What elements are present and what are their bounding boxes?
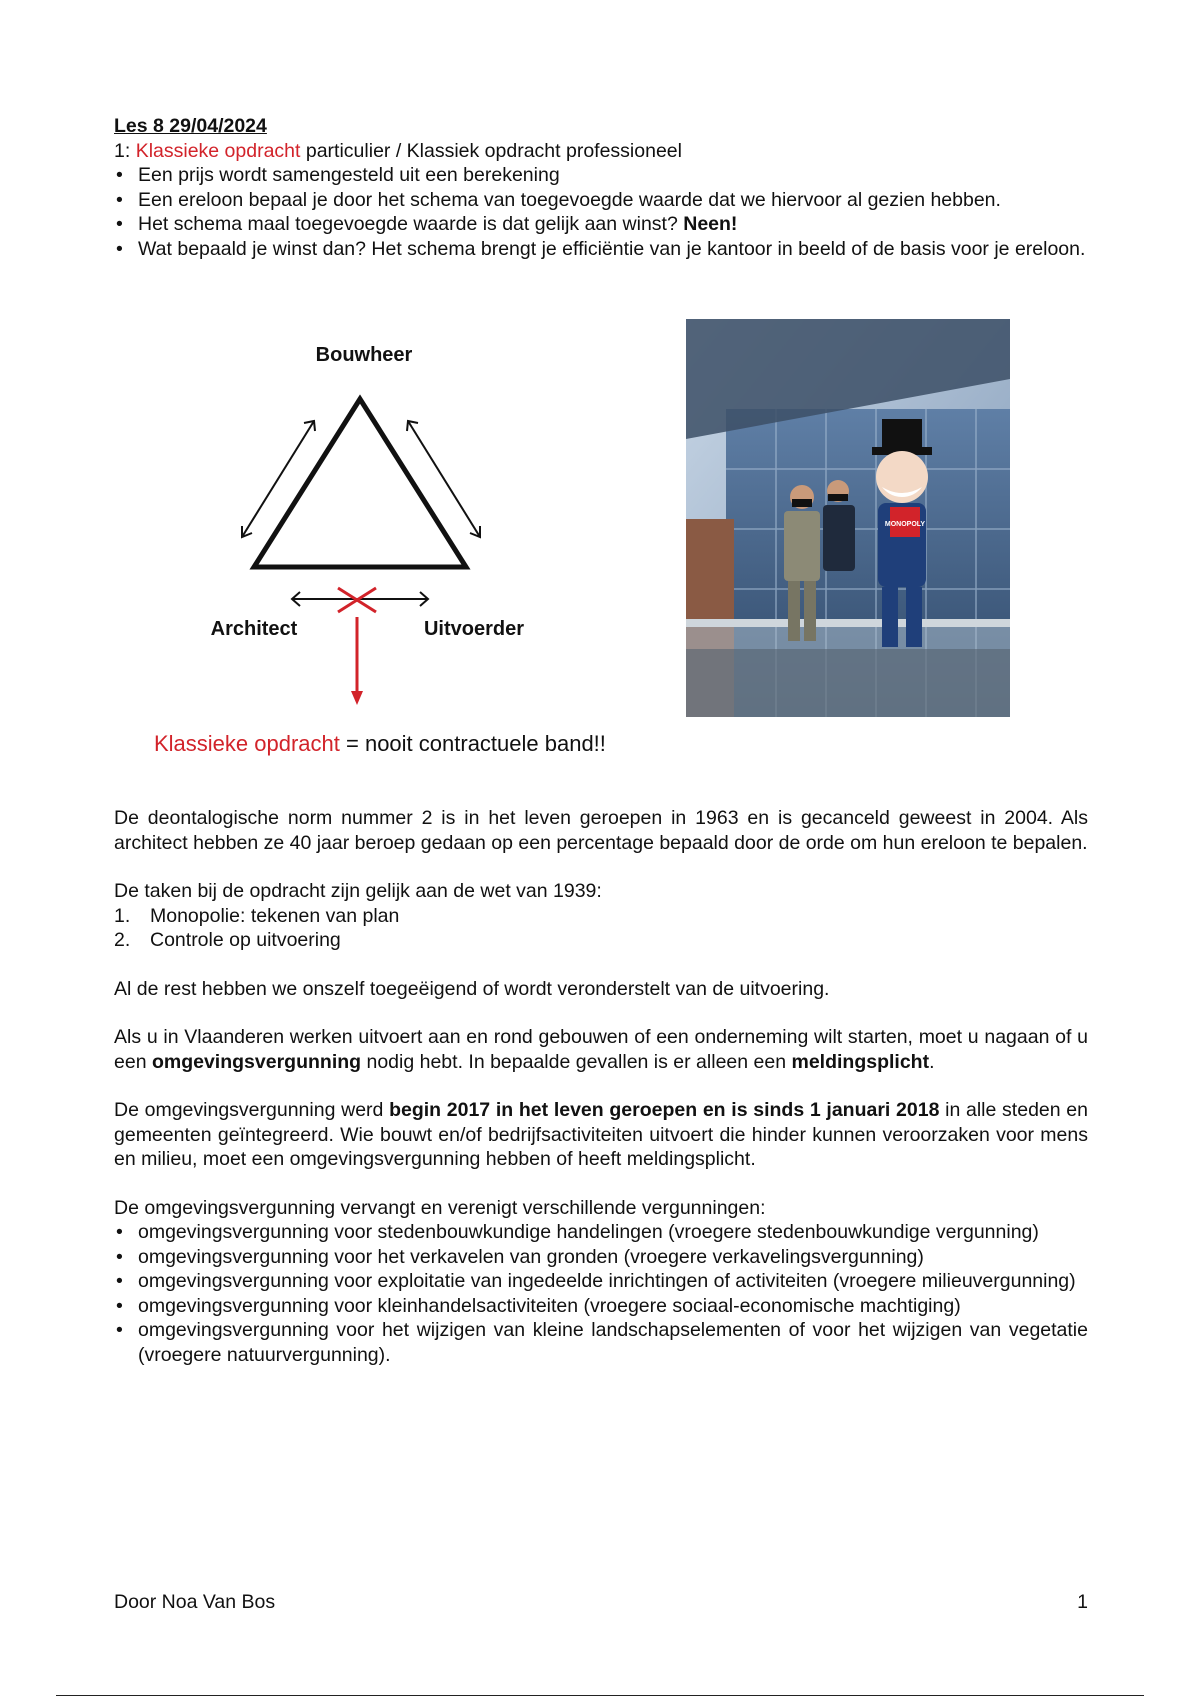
diagram-caption: [154, 731, 606, 756]
lesson-heading: Les 8 29/04/2024: [114, 115, 267, 137]
text-span: in alle steden en gemeenten geïntegreerd. Wie bouwt en/of bedrijfsactiviteiten uitvoert die hinder kunnen veroorzaken voor mens en milieu, moet een omgevingsvergunning hebben of heeft meldingsplicht.: [114, 1099, 1088, 1170]
text-span: De omgevingsvergunning werd: [114, 1099, 390, 1121]
uitvoerder-label: Uitvoerder: [423, 618, 525, 640]
list-item: • omgevingsvergunning voor kleinhandelsactiviteiten (vroegere sociaal-economische machtiging): [114, 1294, 1088, 1319]
numbered-list: [114, 904, 1088, 953]
paragraph-vlaanderen: [114, 1025, 1088, 1074]
bold-answer: Neen!: [683, 213, 738, 235]
bouwheer-label: Bouwheer: [315, 344, 413, 366]
list-item: [114, 212, 1088, 237]
list-item: • omgevingsvergunning voor exploitatie van ingedeelde inrichtingen of activiteiten (vroegere milieuvergunning): [114, 1269, 1088, 1294]
monopoly-photo: [686, 319, 1010, 717]
triangle-diagram: [154, 261, 714, 806]
figure-area: [114, 261, 1088, 806]
paragraph-taken: De taken bij de opdracht zijn gelijk aan de wet van 1939:: [114, 880, 602, 902]
bullet-list-1: [114, 163, 1088, 261]
architect-label: Architect: [210, 618, 298, 640]
list-item: • Een prijs wordt samengesteld uit een berekening: [114, 163, 1088, 188]
document-page: [114, 114, 1088, 1367]
paragraph-omgevingsvergunning: [114, 1098, 1088, 1172]
bold-dates: begin 2017 in het leven geroepen en is sinds 1 januari 2018: [389, 1099, 940, 1121]
paragraph-rest: Al de rest hebben we onszelf toegeëigend of wordt veronderstelt van de uitvoering.: [114, 977, 830, 1000]
text-span: .: [929, 1050, 935, 1073]
caption-red-term: Klassieke opdracht: [154, 731, 340, 756]
intro-rest: particulier / Klassiek opdracht professioneel: [300, 139, 682, 162]
item-number: 2.: [114, 929, 131, 951]
bullet-list-2: [114, 1220, 1088, 1367]
bold-omgevingsvergunning: omgevingsvergunning: [151, 1050, 362, 1073]
left-double-arrow: [242, 421, 315, 537]
right-double-arrow: [407, 421, 480, 537]
item-text: Monopolie: tekenen van plan: [150, 904, 400, 927]
list-item: [114, 928, 1088, 953]
paragraph-vervangt: De omgevingsvergunning vervangt en verenigt verschillende vergunningen:: [114, 1196, 766, 1219]
intro-line: [114, 139, 1088, 164]
bold-meldingsplicht: meldingsplicht: [791, 1050, 930, 1073]
caption-rest: = nooit contractuele band!!: [339, 731, 606, 756]
text-span: Als u in Vlaanderen werken uitvoert aan en rond gebouwen of een onderneming wilt starten, moet u nagaan of u een: [114, 1026, 1088, 1073]
intro-red-term: Klassieke opdracht: [135, 139, 301, 162]
triangle-shape: [254, 399, 466, 567]
red-down-arrow: [351, 617, 363, 705]
item-text: Controle op uitvoering: [150, 929, 341, 951]
intro-prefix: 1:: [114, 139, 136, 162]
footer-author: Door Noa Van Bos: [114, 1591, 276, 1613]
list-item: [114, 904, 1088, 929]
monopoly-sign-text: MONOPOLY: [884, 521, 926, 528]
list-item: • omgevingsvergunning voor het verkavelen van gronden (vroegere verkavelingsvergunning): [114, 1245, 1088, 1270]
list-item: • omgevingsvergunning voor het wijzigen van kleine landschapselementen of voor het wijzigen van vegetatie (vroegere natuurvergunning).: [114, 1318, 1088, 1367]
list-item: • omgevingsvergunning voor stedenbouwkundige handelingen (vroegere stedenbouwkundige vergunning): [114, 1220, 1088, 1245]
bottom-divider: [56, 1695, 1144, 1696]
page-footer: [114, 1590, 1088, 1614]
page-number: 1: [1077, 1591, 1088, 1613]
list-item-text: Het schema maal toegevoegde waarde is dat gelijk aan winst?: [138, 213, 678, 235]
list-item: • Wat bepaald je winst dan? Het schema brengt je efficiëntie van je kantoor in beeld of de basis voor je ereloon.: [114, 237, 1088, 262]
list-item: • Een ereloon bepaal je door het schema van toegevoegde waarde dat we hiervoor al gezien hebben.: [114, 188, 1088, 213]
item-number: 1.: [114, 904, 131, 927]
text-span: nodig hebt. In bepaalde gevallen is er alleen een: [361, 1050, 792, 1073]
paragraph-deontologie: De deontalogische norm nummer 2 is in het leven geroepen in 1963 en is gecanceld geweest in 2004. Als architect hebben ze 40 jaar beroep gedaan op een percentage bepaald door de orde om hun ereloon te bepalen.: [114, 807, 1088, 854]
